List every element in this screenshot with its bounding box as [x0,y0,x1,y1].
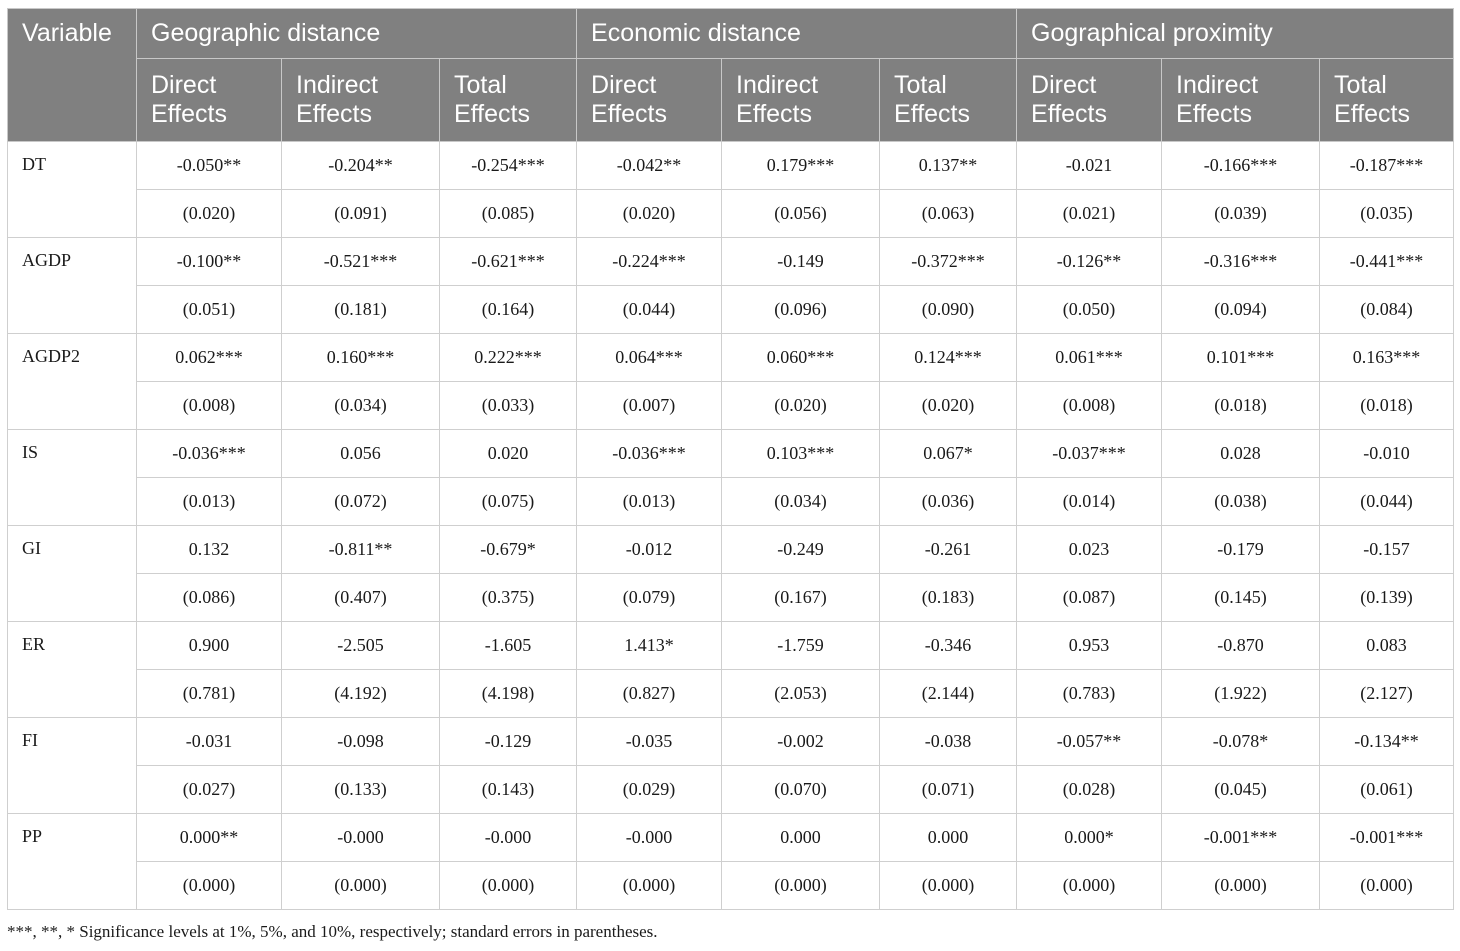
coefficient-cell: -0.316*** [1162,238,1320,286]
table-row-coef [8,718,1454,766]
coefficient-cell: -0.521*** [282,238,440,286]
sub-header-indirect: Indirect Effects [722,59,880,142]
table-row-coef [8,334,1454,382]
coefficient-cell: -0.126** [1017,238,1162,286]
coefficient-cell: 0.000** [137,814,282,862]
variable-name-cell: AGDP2 [8,334,137,430]
standard-error-cell: (0.008) [1017,382,1162,430]
table-footnote: ***, **, * Significance levels at 1%, 5%, and 10%, respectively; standard errors in parentheses. [7,922,658,941]
coefficient-cell: -0.166*** [1162,142,1320,190]
coefficient-cell: -0.000 [282,814,440,862]
coefficient-cell: -0.012 [577,526,722,574]
standard-error-cell: (4.192) [282,670,440,718]
table-row-se [8,478,1454,526]
standard-error-cell: (2.144) [880,670,1017,718]
standard-error-cell: (0.013) [577,478,722,526]
coefficient-cell: -0.036*** [137,430,282,478]
standard-error-cell: (0.072) [282,478,440,526]
standard-error-cell: (0.000) [1017,862,1162,910]
standard-error-cell: (0.000) [722,862,880,910]
coefficient-cell: 0.953 [1017,622,1162,670]
standard-error-cell: (0.079) [577,574,722,622]
standard-error-cell: (0.020) [577,190,722,238]
table-row-se [8,574,1454,622]
table-row-se [8,862,1454,910]
standard-error-cell: (0.085) [440,190,577,238]
spatial-effects-table [7,8,1454,910]
variable-name-cell: AGDP [8,238,137,334]
coefficient-cell: 0.028 [1162,430,1320,478]
coefficient-cell: -0.179 [1162,526,1320,574]
coefficient-cell: 0.124*** [880,334,1017,382]
variable-name-cell: IS [8,430,137,526]
coefficient-cell: -0.157 [1320,526,1454,574]
standard-error-cell: (0.018) [1320,382,1454,430]
coefficient-cell: -2.505 [282,622,440,670]
table-row-coef [8,814,1454,862]
standard-error-cell: (0.781) [137,670,282,718]
standard-error-cell: (4.198) [440,670,577,718]
coefficient-cell: -0.036*** [577,430,722,478]
standard-error-cell: (0.167) [722,574,880,622]
coefficient-cell: -0.149 [722,238,880,286]
table-row-se [8,670,1454,718]
coefficient-cell: -0.254*** [440,142,577,190]
coefficient-cell: 1.413* [577,622,722,670]
standard-error-cell: (0.034) [282,382,440,430]
standard-error-cell: (0.035) [1320,190,1454,238]
standard-error-cell: (0.783) [1017,670,1162,718]
coefficient-cell: -0.031 [137,718,282,766]
coefficient-cell: -0.100** [137,238,282,286]
standard-error-cell: (0.061) [1320,766,1454,814]
standard-error-cell: (0.827) [577,670,722,718]
standard-error-cell: (0.028) [1017,766,1162,814]
sub-header-indirect: Indirect Effects [282,59,440,142]
table-row-coef [8,622,1454,670]
standard-error-cell: (0.020) [880,382,1017,430]
table-body [8,142,1454,910]
standard-error-cell: (0.063) [880,190,1017,238]
coefficient-cell: 0.222*** [440,334,577,382]
coefficient-cell: -0.037*** [1017,430,1162,478]
standard-error-cell: (0.000) [282,862,440,910]
coefficient-cell: -0.038 [880,718,1017,766]
coefficient-cell: 0.103*** [722,430,880,478]
coefficient-cell: -1.759 [722,622,880,670]
standard-error-cell: (0.000) [880,862,1017,910]
standard-error-cell: (0.145) [1162,574,1320,622]
standard-error-cell: (0.021) [1017,190,1162,238]
standard-error-cell: (0.029) [577,766,722,814]
standard-error-cell: (0.070) [722,766,880,814]
standard-error-cell: (0.181) [282,286,440,334]
standard-error-cell: (0.090) [880,286,1017,334]
standard-error-cell: (0.044) [577,286,722,334]
standard-error-cell: (0.034) [722,478,880,526]
standard-error-cell: (0.020) [137,190,282,238]
table-row-se [8,286,1454,334]
standard-error-cell: (0.045) [1162,766,1320,814]
sub-header-direct: Direct Effects [137,59,282,142]
sub-header-total: Total Effects [1320,59,1454,142]
standard-error-cell: (0.000) [137,862,282,910]
coefficient-cell: -0.098 [282,718,440,766]
standard-error-cell: (0.086) [137,574,282,622]
group-header-geographic: Geographic distance [137,9,577,59]
standard-error-cell: (0.018) [1162,382,1320,430]
sub-header-direct: Direct Effects [577,59,722,142]
variable-name-cell: DT [8,142,137,238]
coefficient-cell: 0.020 [440,430,577,478]
coefficient-cell: 0.000* [1017,814,1162,862]
coefficient-cell: 0.160*** [282,334,440,382]
coefficient-cell: -0.346 [880,622,1017,670]
standard-error-cell: (0.044) [1320,478,1454,526]
standard-error-cell: (2.127) [1320,670,1454,718]
standard-error-cell: (0.164) [440,286,577,334]
coefficient-cell: -0.261 [880,526,1017,574]
table-row-se [8,382,1454,430]
table-row-coef [8,430,1454,478]
coefficient-cell: -0.042** [577,142,722,190]
table-row-se [8,190,1454,238]
table-row-coef [8,238,1454,286]
standard-error-cell: (0.075) [440,478,577,526]
standard-error-cell: (0.039) [1162,190,1320,238]
coefficient-cell: 0.000 [722,814,880,862]
coefficient-cell: 0.023 [1017,526,1162,574]
standard-error-cell: (1.922) [1162,670,1320,718]
coefficient-cell: -0.001*** [1162,814,1320,862]
standard-error-cell: (0.051) [137,286,282,334]
sub-header-indirect: Indirect Effects [1162,59,1320,142]
coefficient-cell: 0.062*** [137,334,282,382]
coefficient-cell: 0.083 [1320,622,1454,670]
coefficient-cell: 0.137** [880,142,1017,190]
coefficient-cell: -0.021 [1017,142,1162,190]
sub-header-total: Total Effects [440,59,577,142]
standard-error-cell: (0.020) [722,382,880,430]
results-table-container [7,8,1453,910]
standard-error-cell: (0.407) [282,574,440,622]
standard-error-cell: (0.027) [137,766,282,814]
standard-error-cell: (0.014) [1017,478,1162,526]
table-row-se [8,766,1454,814]
variable-name-cell: ER [8,622,137,718]
standard-error-cell: (0.013) [137,478,282,526]
coefficient-cell: 0.163*** [1320,334,1454,382]
standard-error-cell: (0.000) [1320,862,1454,910]
group-header-proximity: Gographical proximity [1017,9,1454,59]
coefficient-cell: -0.050** [137,142,282,190]
standard-error-cell: (0.000) [577,862,722,910]
standard-error-cell: (0.084) [1320,286,1454,334]
coefficient-cell: -0.134** [1320,718,1454,766]
standard-error-cell: (0.008) [137,382,282,430]
coefficient-cell: -0.002 [722,718,880,766]
coefficient-cell: -0.187*** [1320,142,1454,190]
coefficient-cell: -0.679* [440,526,577,574]
standard-error-cell: (0.143) [440,766,577,814]
standard-error-cell: (0.000) [440,862,577,910]
standard-error-cell: (0.094) [1162,286,1320,334]
group-header-economic: Economic distance [577,9,1017,59]
variable-header: Variable [8,9,137,142]
coefficient-cell: -0.078* [1162,718,1320,766]
coefficient-cell: -1.605 [440,622,577,670]
standard-error-cell: (0.091) [282,190,440,238]
standard-error-cell: (2.053) [722,670,880,718]
coefficient-cell: -0.224*** [577,238,722,286]
standard-error-cell: (0.375) [440,574,577,622]
variable-name-cell: PP [8,814,137,910]
coefficient-cell: -0.001*** [1320,814,1454,862]
table-row-coef [8,526,1454,574]
standard-error-cell: (0.007) [577,382,722,430]
coefficient-cell: 0.061*** [1017,334,1162,382]
coefficient-cell: -0.441*** [1320,238,1454,286]
table-row-coef [8,142,1454,190]
coefficient-cell: -0.372*** [880,238,1017,286]
coefficient-cell: -0.010 [1320,430,1454,478]
standard-error-cell: (0.096) [722,286,880,334]
standard-error-cell: (0.087) [1017,574,1162,622]
coefficient-cell: 0.132 [137,526,282,574]
standard-error-cell: (0.133) [282,766,440,814]
standard-error-cell: (0.033) [440,382,577,430]
coefficient-cell: -0.035 [577,718,722,766]
coefficient-cell: 0.101*** [1162,334,1320,382]
coefficient-cell: -0.204** [282,142,440,190]
coefficient-cell: -0.811** [282,526,440,574]
standard-error-cell: (0.183) [880,574,1017,622]
sub-header-total: Total Effects [880,59,1017,142]
coefficient-cell: 0.056 [282,430,440,478]
coefficient-cell: 0.060*** [722,334,880,382]
coefficient-cell: -0.249 [722,526,880,574]
coefficient-cell: -0.000 [577,814,722,862]
standard-error-cell: (0.038) [1162,478,1320,526]
coefficient-cell: 0.064*** [577,334,722,382]
sub-header-direct: Direct Effects [1017,59,1162,142]
coefficient-cell: 0.000 [880,814,1017,862]
coefficient-cell: 0.179*** [722,142,880,190]
coefficient-cell: -0.621*** [440,238,577,286]
standard-error-cell: (0.139) [1320,574,1454,622]
standard-error-cell: (0.000) [1162,862,1320,910]
standard-error-cell: (0.036) [880,478,1017,526]
standard-error-cell: (0.050) [1017,286,1162,334]
coefficient-cell: -0.057** [1017,718,1162,766]
variable-name-cell: FI [8,718,137,814]
coefficient-cell: -0.000 [440,814,577,862]
coefficient-cell: -0.129 [440,718,577,766]
coefficient-cell: 0.067* [880,430,1017,478]
coefficient-cell: -0.870 [1162,622,1320,670]
coefficient-cell: 0.900 [137,622,282,670]
standard-error-cell: (0.071) [880,766,1017,814]
variable-name-cell: GI [8,526,137,622]
standard-error-cell: (0.056) [722,190,880,238]
